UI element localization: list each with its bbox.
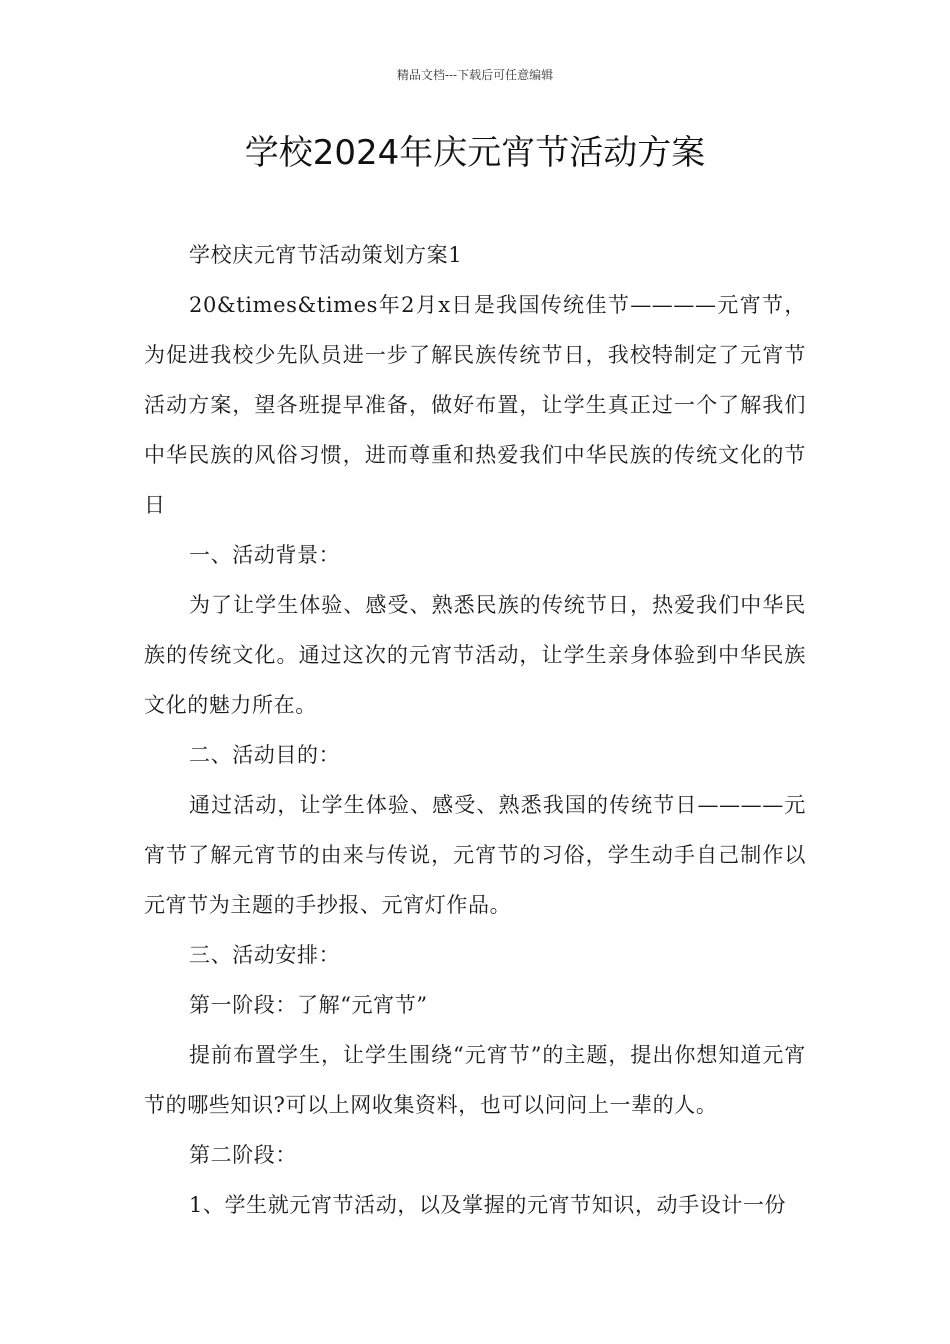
stage-one-heading: 第一阶段：了解“元宵节” — [189, 993, 428, 1017]
document-body — [144, 230, 806, 1230]
document-title: 学校2024年庆元宵节活动方案 — [244, 133, 706, 173]
paragraph-stage-one: 提前布置学生，让学生围绕“元宵节”的主题，提出你想知道元宵节的哪些知识?可以上网收集资料，也可以问问上一辈的人。 — [144, 1043, 806, 1117]
section-heading-background: 一、活动背景： — [189, 543, 341, 567]
paragraph-subtitle: 学校庆元宵节活动策划方案1 — [189, 243, 463, 267]
page-header-note: 精品文档---下载后可任意编辑 — [396, 68, 554, 82]
section-heading-purpose: 二、活动目的： — [189, 743, 341, 767]
paragraph-background: 为了让学生体验、感受、熟悉民族的传统节日，热爱我们中华民族的传统文化。通过这次的元宵节活动，让学生亲身体验到中华民族文化的魅力所在。 — [144, 593, 806, 717]
section-heading-arrangement: 三、活动安排： — [189, 943, 341, 967]
paragraph-stage-two-item-1: 1、学生就元宵节活动，以及掌握的元宵节知识，动手设计一份 — [189, 1193, 787, 1217]
paragraph-intro: 20&times&times年2月x日是我国传统佳节————元宵节，为促进我校少先队员进一步了解民族传统节日，我校特制定了元宵节活动方案，望各班提早准备，做好布置，让学生真正过一个了解我们中华民族的风俗习惯，进而尊重和热爱我们中华民族的传统文化的节日 — [144, 293, 806, 517]
paragraph-purpose: 通过活动，让学生体验、感受、熟悉我国的传统节日————元宵节了解元宵节的由来与传说，元宵节的习俗，学生动手自己制作以元宵节为主题的手抄报、元宵灯作品。 — [144, 793, 806, 917]
stage-two-heading: 第二阶段： — [189, 1143, 297, 1167]
